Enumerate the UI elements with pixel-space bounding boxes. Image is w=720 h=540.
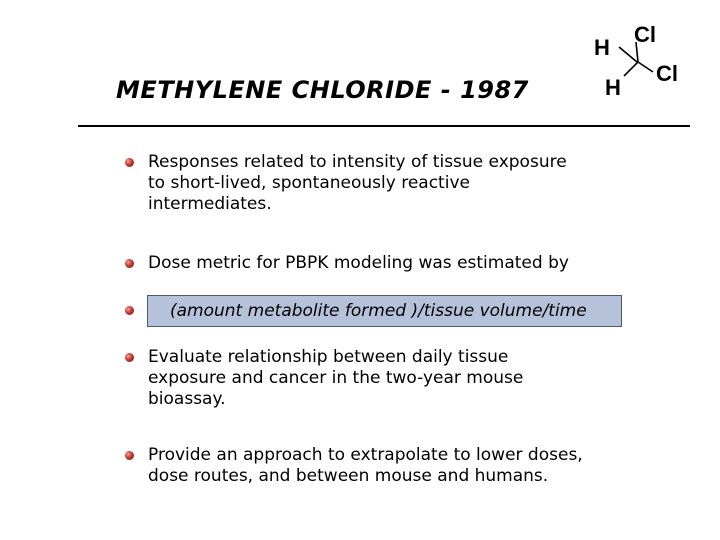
bullet-text-extrapolate: Provide an approach to extrapolate to lower doses, dose routes, and between mouse and humans. bbox=[148, 445, 583, 486]
bullet-marker bbox=[125, 306, 134, 315]
bullet-text-dose-metric: Dose metric for PBPK modeling was estimated by bbox=[148, 253, 569, 273]
bullet-text-evaluate: Evaluate relationship between daily tissue exposure and cancer in the two-year mouse bioassay. bbox=[148, 347, 524, 409]
bullet-marker bbox=[125, 353, 134, 362]
bullet-marker bbox=[125, 158, 134, 167]
atom-cl-bottom: Cl bbox=[656, 61, 678, 86]
dose-metric-formula: (amount metabolite formed )/tissue volume/time bbox=[170, 301, 587, 321]
slide-title: METHYLENE CHLORIDE - 1987 bbox=[116, 76, 529, 104]
methylene-chloride-structure bbox=[590, 20, 700, 105]
bullet-marker bbox=[125, 451, 134, 460]
atom-h-bottom: H bbox=[605, 75, 621, 100]
title-rule bbox=[78, 125, 690, 127]
atom-cl-top: Cl bbox=[634, 22, 656, 47]
bullet-marker bbox=[125, 259, 134, 268]
atom-h-top: H bbox=[594, 35, 610, 60]
bullet-text-responses: Responses related to intensity of tissue exposure to short-lived, spontaneously reactive intermediates. bbox=[148, 152, 567, 214]
